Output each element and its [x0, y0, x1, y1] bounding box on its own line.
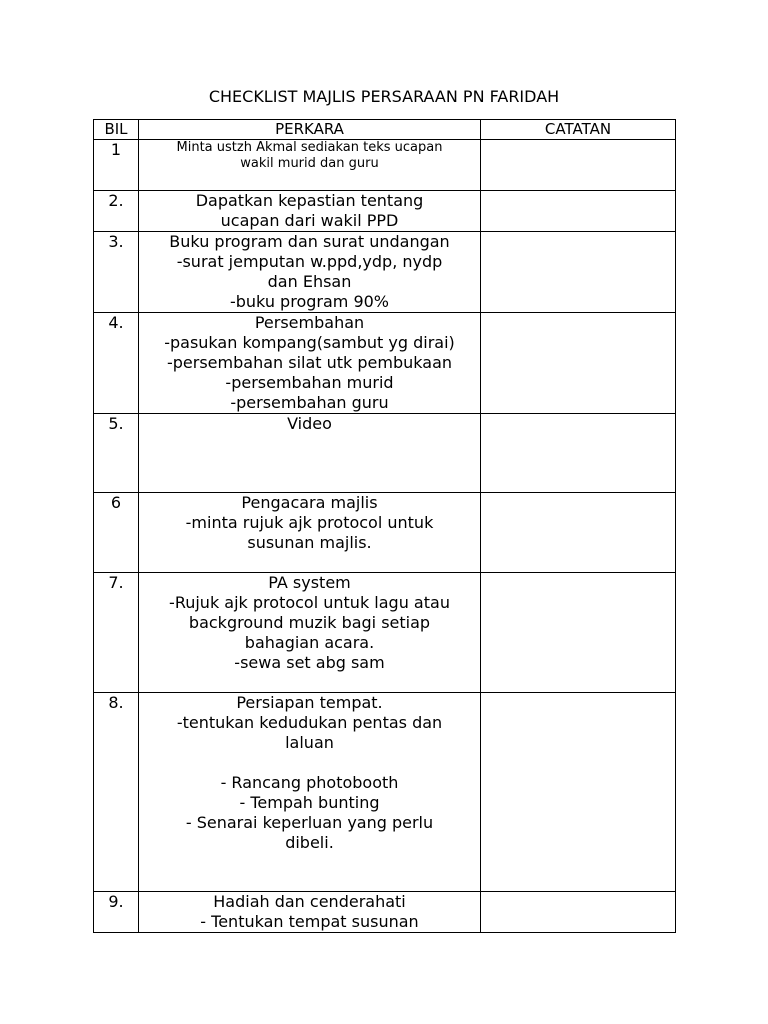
table-header-row: [94, 120, 676, 140]
row-perkara: [139, 191, 481, 232]
row-number: [94, 313, 139, 414]
row-number: [94, 693, 139, 892]
perkara-line: bahagian acara.: [244, 633, 375, 652]
row-catatan: [481, 414, 676, 493]
perkara-line: Dapatkan kepastian tentang: [195, 191, 424, 210]
perkara-line: dibeli.: [285, 833, 334, 852]
perkara-line: Video: [287, 414, 332, 433]
row-number: [94, 573, 139, 693]
perkara-line: PA system: [268, 573, 351, 592]
table-row: [94, 191, 676, 232]
perkara-line: Persiapan tempat.: [236, 693, 383, 712]
perkara-line: -tentukan kedudukan pentas dan: [176, 713, 443, 732]
checklist-table: [93, 119, 676, 933]
perkara-line: - Tentukan tempat susunan: [200, 912, 419, 931]
perkara-line: -minta rujuk ajk protocol untuk: [185, 513, 434, 532]
row-number: [94, 232, 139, 313]
perkara-line: background muzik bagi setiap: [188, 613, 431, 632]
row-perkara: [139, 313, 481, 414]
table-row: [94, 414, 676, 493]
row-number: [94, 414, 139, 493]
row-number: [94, 191, 139, 232]
perkara-line: -persembahan silat utk pembukaan: [166, 353, 453, 372]
perkara-line: -persembahan guru: [230, 393, 389, 412]
header-bil: BIL: [94, 120, 139, 140]
perkara-line: wakil murid dan guru: [240, 156, 379, 171]
perkara-line: Minta ustzh Akmal sediakan teks ucapan: [176, 140, 443, 155]
perkara-line: Buku program dan surat undangan: [169, 232, 450, 251]
perkara-line: ucapan dari wakil PPD: [220, 211, 399, 230]
table-row: [94, 493, 676, 573]
row-perkara: [139, 493, 481, 573]
table-row: [94, 140, 676, 191]
row-number-text: 2.: [108, 191, 124, 210]
perkara-line: - Tempah bunting: [239, 793, 380, 812]
perkara-line: -buku program 90%: [229, 292, 389, 311]
row-catatan: [481, 313, 676, 414]
row-number-text: 4.: [108, 313, 124, 332]
table-row: [94, 232, 676, 313]
perkara-line: susunan majlis.: [247, 533, 372, 552]
perkara-line: -pasukan kompang(sambut yg dirai): [164, 333, 455, 352]
table-row: [94, 892, 676, 933]
row-number: [94, 140, 139, 191]
row-perkara: [139, 232, 481, 313]
perkara-line: Persembahan: [254, 313, 365, 332]
header-perkara: PERKARA: [139, 120, 481, 140]
row-catatan: [481, 191, 676, 232]
row-perkara: [139, 573, 481, 693]
row-catatan: [481, 493, 676, 573]
perkara-line: Hadiah dan cenderahati: [213, 892, 406, 911]
row-perkara: [139, 414, 481, 493]
row-catatan: [481, 693, 676, 892]
table-row: [94, 693, 676, 892]
page-title: CHECKLIST MAJLIS PERSARAAN PN FARIDAH: [208, 87, 560, 106]
perkara-line: dan Ehsan: [267, 272, 352, 291]
row-number-text: 6: [110, 493, 122, 512]
perkara-line: Pengacara majlis: [241, 493, 378, 512]
row-perkara: [139, 693, 481, 892]
perkara-line: -sewa set abg sam: [234, 653, 385, 672]
row-number-text: 8.: [108, 693, 124, 712]
row-catatan: [481, 140, 676, 191]
perkara-line: -surat jemputan w.ppd,ydp, nydp: [176, 252, 443, 271]
row-perkara: [139, 140, 481, 191]
perkara-line: - Senarai keperluan yang perlu: [185, 813, 434, 832]
perkara-line: laluan: [285, 733, 334, 752]
perkara-line: [139, 753, 480, 773]
row-catatan: [481, 232, 676, 313]
row-catatan: [481, 573, 676, 693]
row-number-text: 7.: [108, 573, 124, 592]
table-row: [94, 573, 676, 693]
row-number-text: 9.: [108, 892, 124, 911]
row-number-text: 5.: [108, 414, 124, 433]
perkara-line: -Rujuk ajk protocol untuk lagu atau: [169, 593, 450, 612]
row-number: [94, 493, 139, 573]
row-perkara: [139, 892, 481, 933]
perkara-line: -persembahan murid: [225, 373, 394, 392]
row-number-text: 1: [110, 140, 122, 159]
row-number-text: 3.: [108, 232, 124, 251]
table-row: [94, 313, 676, 414]
row-number: [94, 892, 139, 933]
row-catatan: [481, 892, 676, 933]
header-catatan: CATATAN: [481, 120, 676, 140]
perkara-line: - Rancang photobooth: [220, 773, 399, 792]
